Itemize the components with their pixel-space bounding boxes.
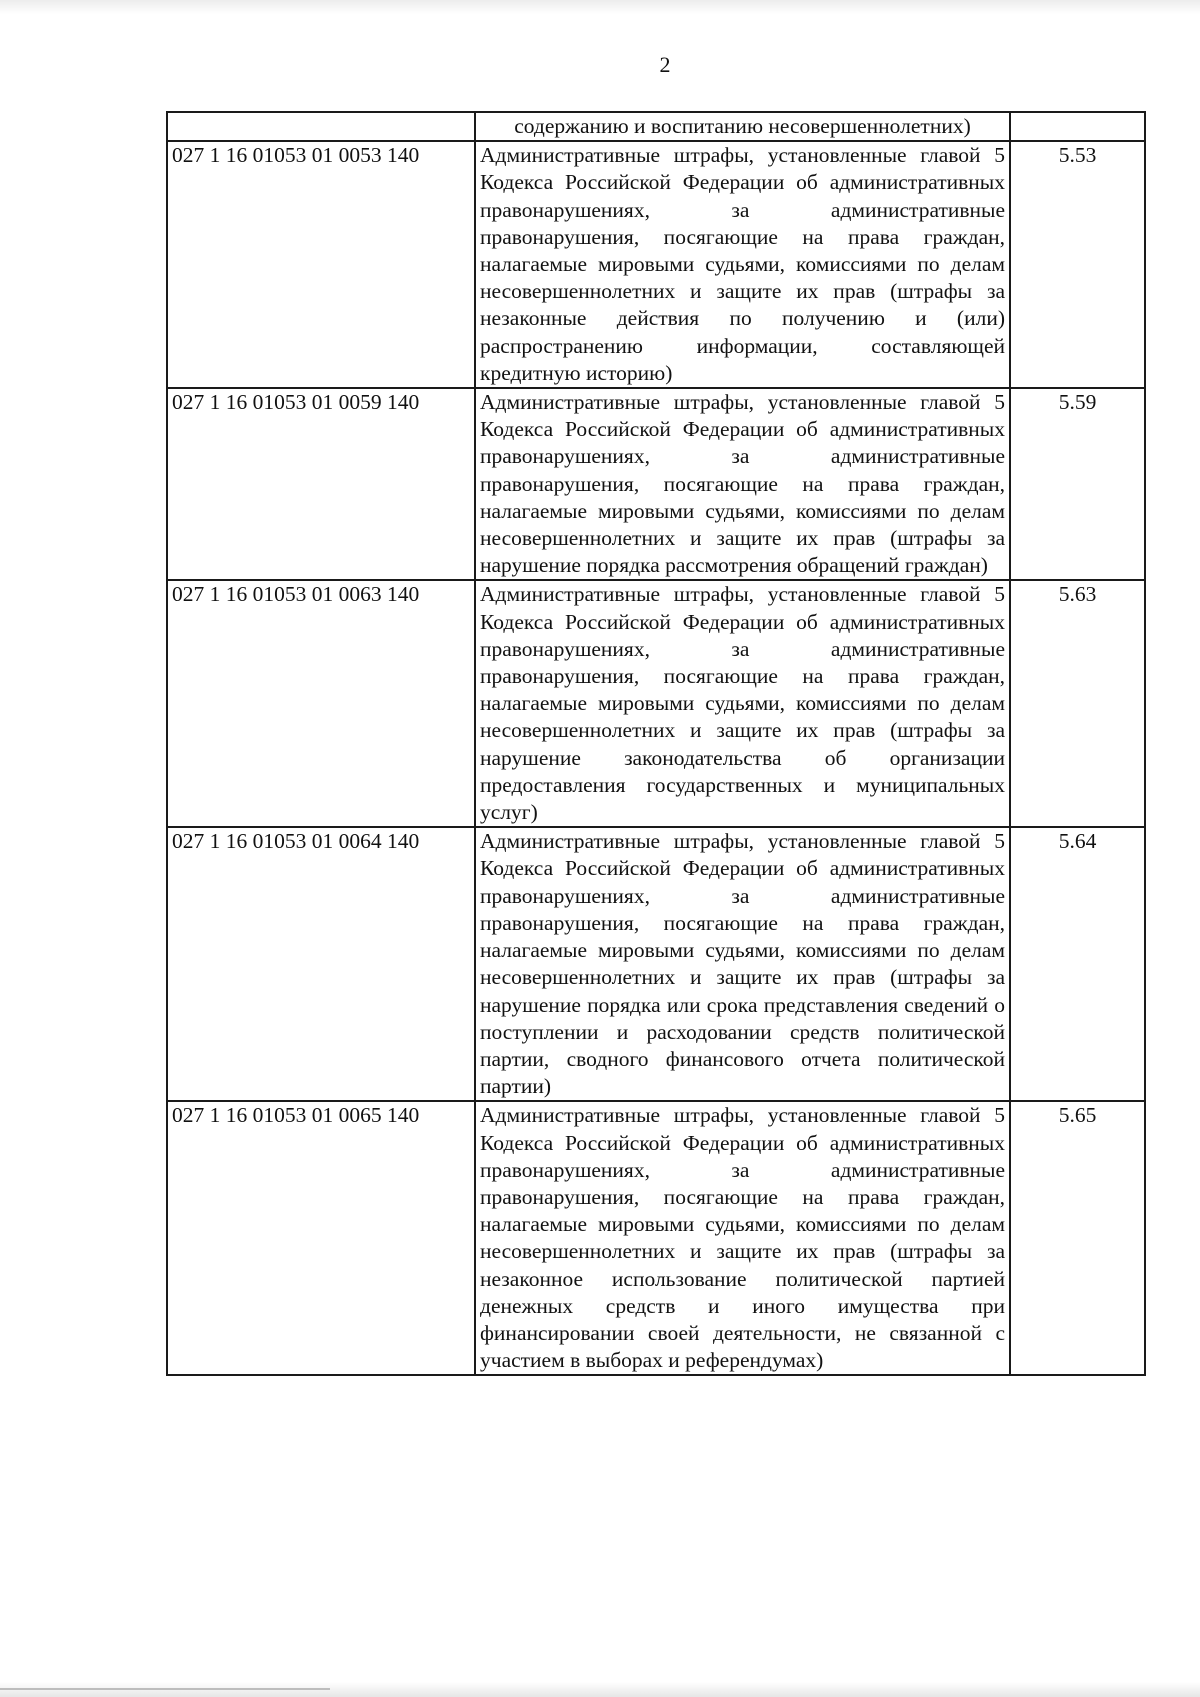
article-cell-empty xyxy=(1010,112,1145,141)
table-row xyxy=(167,388,1145,580)
description-cell: Административные штрафы, установленные главой 5 Кодекса Российской Федерации об административных правонарушениях, за административные правонарушения, посягающие на права граждан, налагаемые мировыми судьями, комиссиями по делам несовершеннолетних и защите их прав (штрафы за нарушение порядка или срока представления сведений о поступлении и расходовании средств политической партии, сводного финансового отчета политической партии) xyxy=(475,827,1010,1101)
budget-code-cell: 027 1 16 01053 01 0059 140 xyxy=(167,388,475,580)
table-row-continuation xyxy=(167,112,1145,141)
scan-top-edge xyxy=(0,0,1200,14)
article-cell: 5.64 xyxy=(1010,827,1145,1101)
description-cell: Административные штрафы, установленные главой 5 Кодекса Российской Федерации об административных правонарушениях, за административные правонарушения, посягающие на права граждан, налагаемые мировыми судьями, комиссиями по делам несовершеннолетних и защите их прав (штрафы за нарушение законодательства об организации предоставления государственных и муниципальных услуг) xyxy=(475,580,1010,827)
description-cell: Административные штрафы, установленные главой 5 Кодекса Российской Федерации об административных правонарушениях, за административные правонарушения, посягающие на права граждан, налагаемые мировыми судьями, комиссиями по делам несовершеннолетних и защите их прав (штрафы за нарушение порядка рассмотрения обращений граждан) xyxy=(475,388,1010,580)
description-cell: Административные штрафы, установленные главой 5 Кодекса Российской Федерации об административных правонарушениях, за административные правонарушения, посягающие на права граждан, налагаемые мировыми судьями, комиссиями по делам несовершеннолетних и защите их прав (штрафы за незаконные действия по получению и (или) распространению информации, составляющей кредитную историю) xyxy=(475,141,1010,388)
description-cell-continuation: содержанию и воспитанию несовершеннолетних) xyxy=(475,112,1010,141)
scan-bottom-line xyxy=(0,1688,330,1690)
article-cell: 5.53 xyxy=(1010,141,1145,388)
table-row xyxy=(167,1101,1145,1375)
budget-code-cell: 027 1 16 01053 01 0063 140 xyxy=(167,580,475,827)
article-cell: 5.65 xyxy=(1010,1101,1145,1375)
page-number: 2 xyxy=(659,52,671,77)
description-cell: Административные штрафы, установленные главой 5 Кодекса Российской Федерации об административных правонарушениях, за административные правонарушения, посягающие на права граждан, налагаемые мировыми судьями, комиссиями по делам несовершеннолетних и защите их прав (штрафы за незаконное использование политической партией денежных средств и иного имущества при финансировании своей деятельности, не связанной с участием в выборах и референдумах) xyxy=(475,1101,1010,1375)
table-row xyxy=(167,141,1145,388)
budget-code-cell: 027 1 16 01053 01 0053 140 xyxy=(167,141,475,388)
table-row xyxy=(167,580,1145,827)
fines-table xyxy=(166,111,1146,1376)
budget-code-cell: 027 1 16 01053 01 0064 140 xyxy=(167,827,475,1101)
table-row xyxy=(167,827,1145,1101)
article-cell: 5.63 xyxy=(1010,580,1145,827)
code-cell-empty xyxy=(167,112,475,141)
article-cell: 5.59 xyxy=(1010,388,1145,580)
budget-code-cell: 027 1 16 01053 01 0065 140 xyxy=(167,1101,475,1375)
